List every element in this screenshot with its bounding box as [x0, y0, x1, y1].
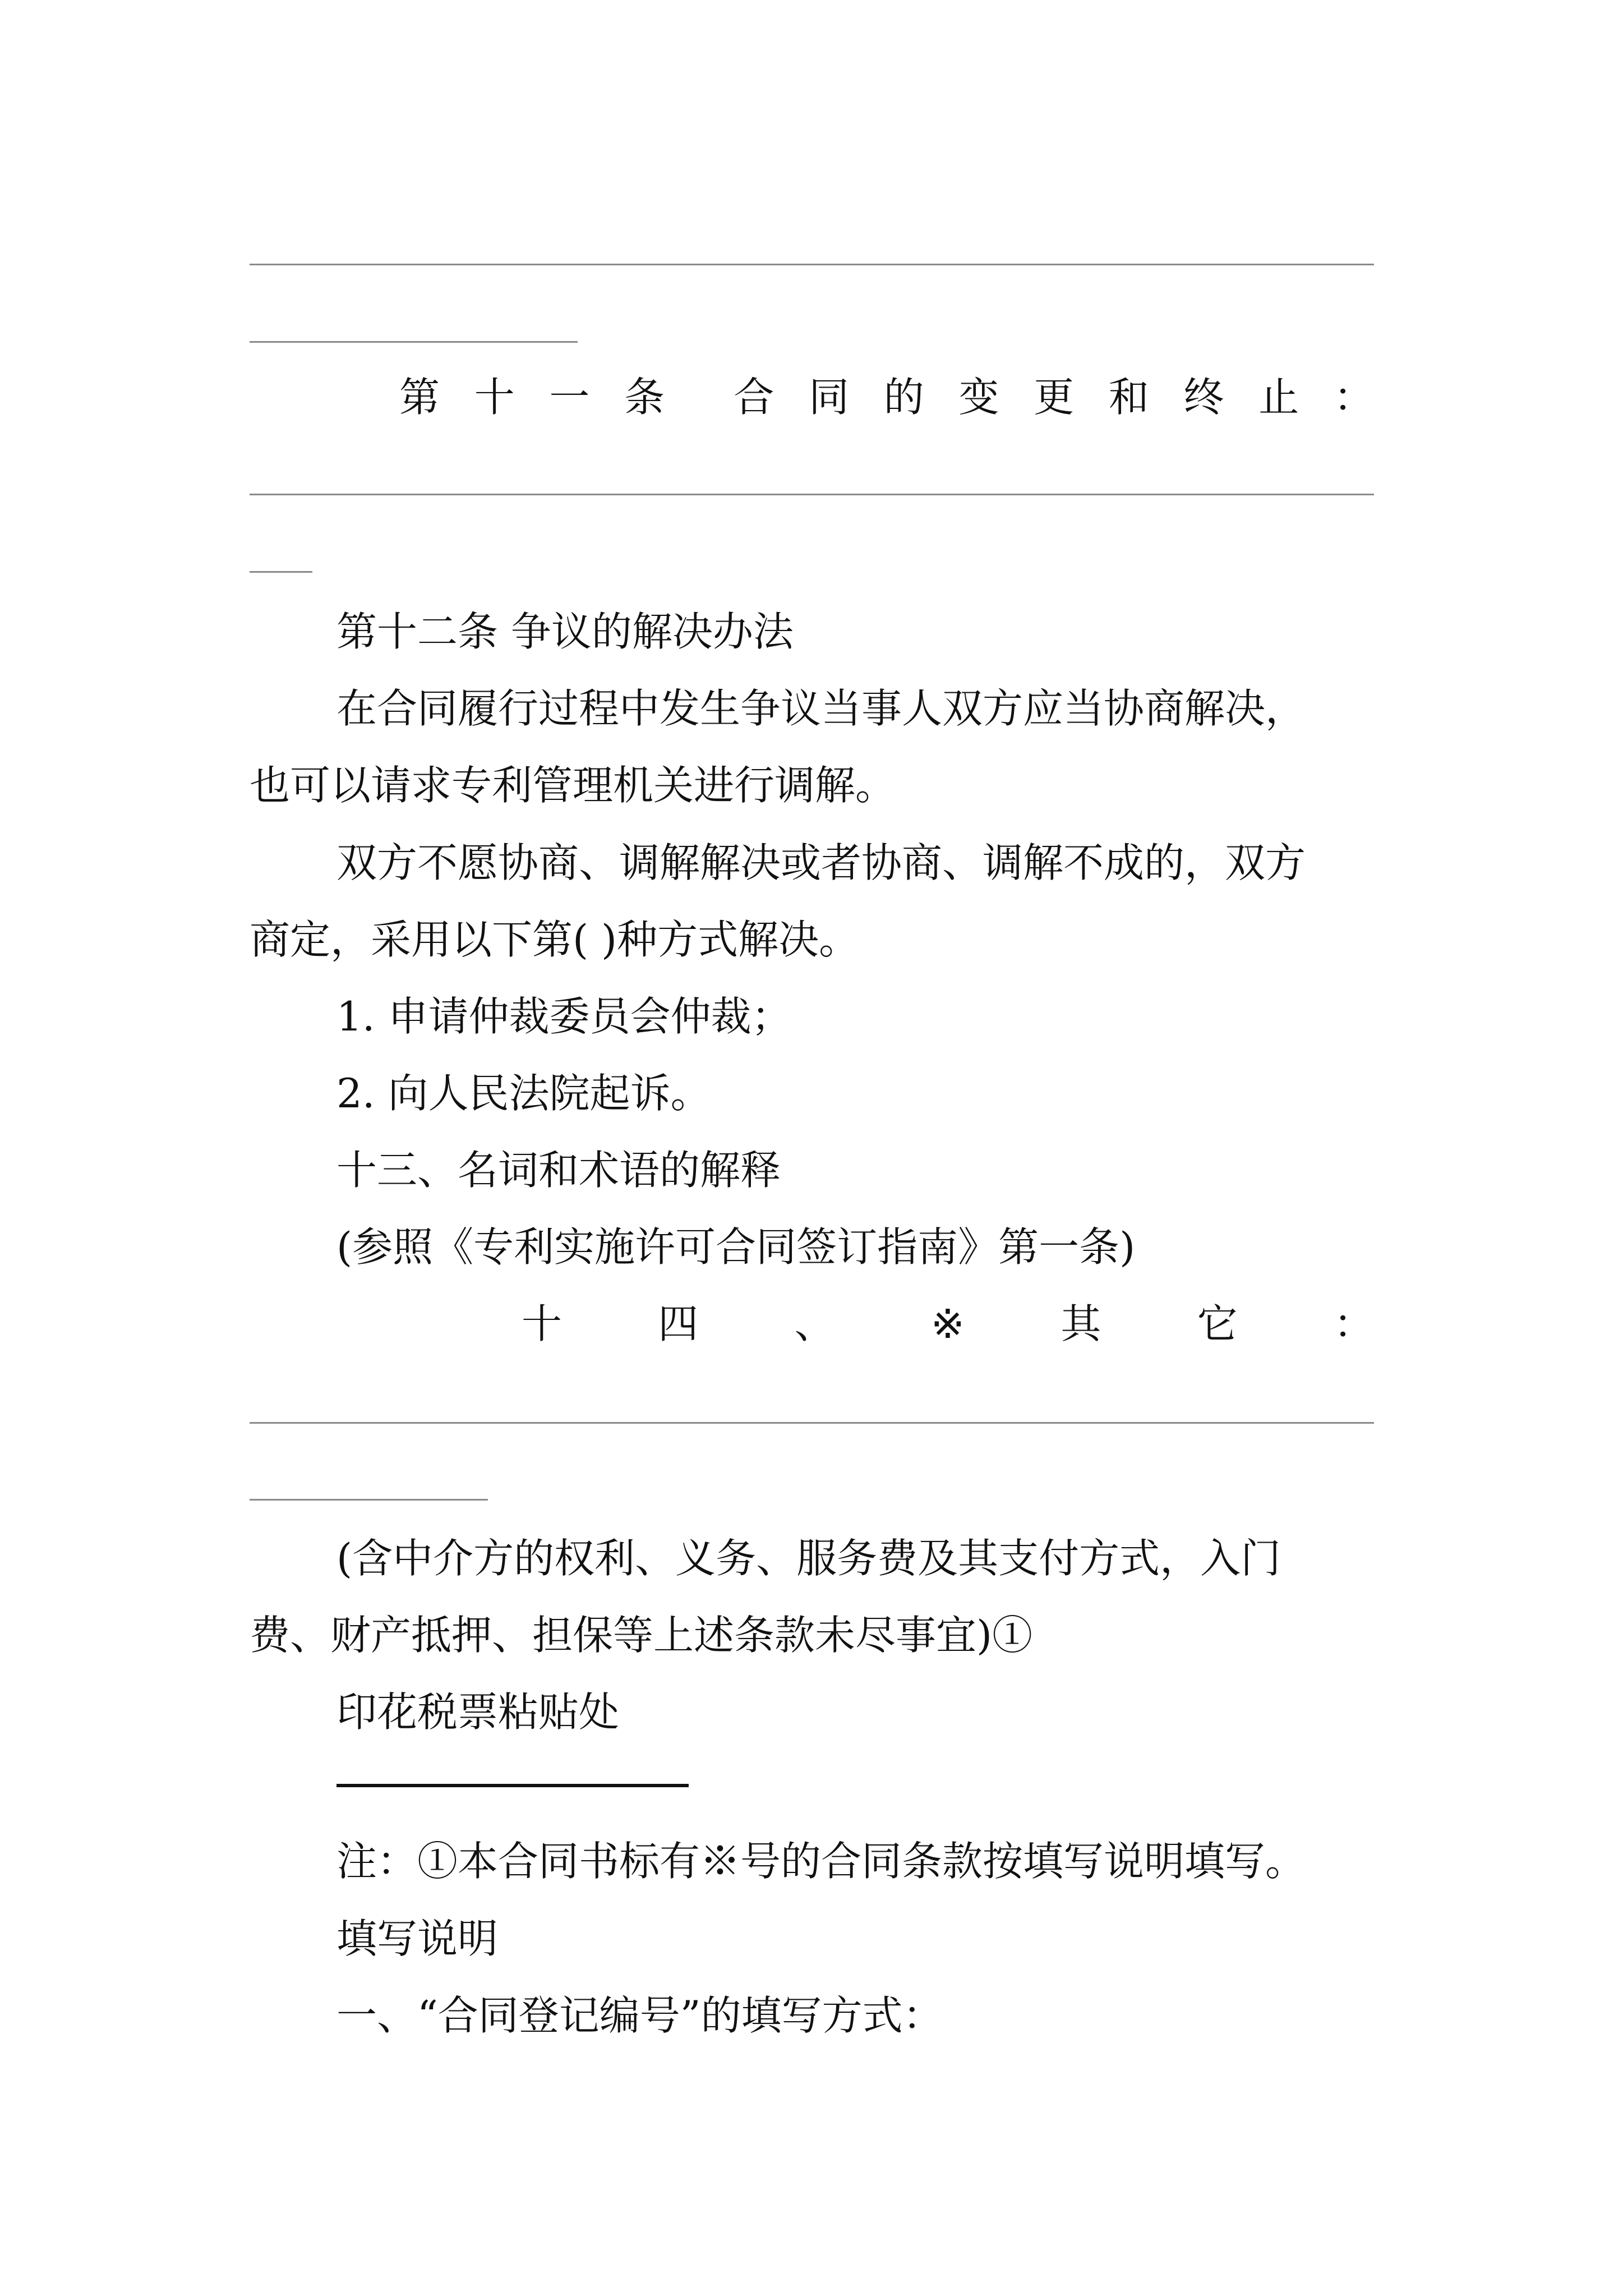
article-12-heading: 第十二条 争议的解决办法: [336, 608, 794, 655]
blank-fill-line: [250, 571, 312, 573]
article-12-paragraph-2: 双方不愿协商、调解解决或者协商、调解不成的，双方: [336, 839, 1306, 886]
stamp-duty-label: 印花税票粘贴处: [336, 1688, 620, 1736]
article-13-reference: (参照《专利实施许可合同签订指南》第一条): [336, 1223, 1136, 1271]
stamp-underline: [336, 1784, 689, 1787]
article-12-paragraph-2-cont: 商定，采用以下第( )种方式解决。: [250, 916, 860, 963]
blank-fill-line: [250, 341, 578, 343]
footnote: 注：①本合同书标有※号的合同条款按填写说明填写。: [336, 1838, 1306, 1885]
article-14-note-cont: 费、财产抵押、担保等上述条款未尽事宜)①: [250, 1612, 1033, 1659]
blank-fill-line: [250, 1499, 488, 1501]
option-arbitration: 1. 申请仲裁委员会仲裁；: [336, 993, 792, 1040]
instructions-item-1: 一、“合同登记编号”的填写方式：: [336, 1992, 943, 2039]
article-14-heading: 十 四 、 ※ 其 它 ：: [522, 1300, 1374, 1347]
blank-fill-line: [250, 1422, 1374, 1424]
article-12-paragraph-1: 在合同履行过程中发生争议当事人双方应当协商解决，: [336, 685, 1306, 732]
article-14-note: (含中介方的权利、义务、服务费及其支付方式，入门: [336, 1535, 1281, 1582]
article-11-heading: 第 十 一 条 合 同 的 变 更 和 终 止 ：: [399, 374, 1374, 421]
article-13-heading: 十三、名词和术语的解释: [336, 1147, 781, 1194]
blank-fill-line: [250, 264, 1374, 265]
article-12-paragraph-1-cont: 也可以请求专利管理机关进行调解。: [250, 762, 896, 809]
option-court: 2. 向人民法院起诉。: [336, 1070, 711, 1117]
blank-fill-line: [250, 494, 1374, 495]
instructions-heading: 填写说明: [336, 1915, 499, 1962]
